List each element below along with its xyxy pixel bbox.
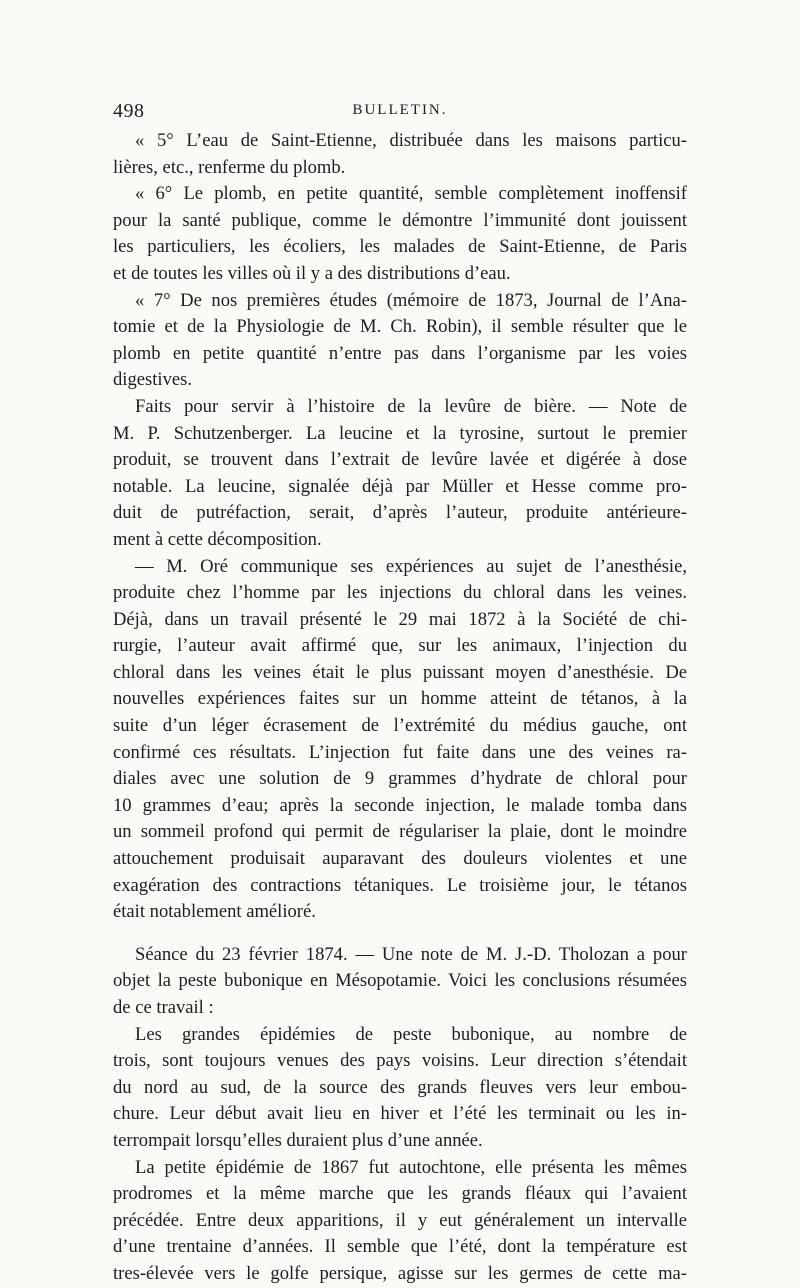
paragraph [113,288,687,394]
text-line: 10 grammes d’eau; après la seconde injection, le malade tomba dans [113,794,687,816]
text-line: les particuliers, les écoliers, les malades de Saint-Etienne, de Paris [113,236,687,258]
paragraph [113,1155,687,1288]
paragraph [113,181,687,287]
text-line: terrompait lorsqu’elles duraient plus d’une année. [113,1129,483,1151]
text-line: notable. La leucine, signalée déjà par Müller et Hesse comme pro- [113,475,687,497]
text-line: ment à cette décomposition. [113,528,322,550]
page-number: 498 [113,100,145,122]
text-line: produit, se trouvent dans l’extrait de levûre lavée et digérée à dose [113,449,687,471]
text-line: pour la santé publique, comme le démontre l’immunité dont jouissent [113,209,687,231]
text-line: du nord au sud, de la source des grands fleuves vers leur embou- [113,1076,687,1098]
text-line: produite chez l’homme par les injections du chloral dans les veines. [113,582,687,604]
text-line: prodromes et la même marche que les grands fléaux qui l’avaient [113,1183,687,1205]
text-line: chloral dans les veines était le plus puissant moyen d’anesthésie. De [113,661,687,683]
text-line: digestives. [113,369,193,391]
text-line: chure. Leur début avait lieu en hiver et l’été les terminait ou les in- [113,1103,687,1125]
text-line: de ce travail : [113,997,214,1018]
paragraph [113,128,687,181]
text-line: « 6° Le plomb, en petite quantité, semble complètement inoffensif [135,183,687,205]
paragraph [113,394,687,554]
running-title: BULLETIN. [352,102,448,118]
text-line: nouvelles expériences faites sur un homme atteint de tétanos, à la [113,688,687,710]
text-line: exagération des contractions tétaniques. Le troisième jour, le tétanos [113,874,687,896]
text-line: précédée. Entre deux apparitions, il y eut généralement un intervalle [113,1209,687,1231]
text-line: Séance du 23 février 1874. — Une note de M. J.-D. Tholozan a pour [135,943,687,965]
text-line: trois, sont toujours venues des pays voisins. Leur direction s’étendait [113,1050,687,1072]
text-line: Faits pour servir à l’histoire de la levûre de bière. — Note de [135,395,687,417]
text-line: suite d’un léger écrasement de l’extrémité du médius gauche, ont [113,715,687,737]
text-line: confirmé ces résultats. L’injection fut faite dans une des veines ra- [113,741,687,763]
paragraph [113,554,687,926]
text-line: d’une trentaine d’années. Il semble que l’été, dont la température est [113,1236,687,1258]
body-text [113,128,687,1288]
text-line: était notablement amélioré. [113,901,316,923]
text-line: lières, etc., renferme du plomb. [113,156,346,178]
text-line: rurgie, l’auteur avait affirmé que, sur les animaux, l’injection du [113,635,687,657]
text-line: M. P. Schutzenberger. La leucine et la tyrosine, surtout le premier [113,422,687,444]
text-line: « 5° L’eau de Saint-Etienne, distribuée dans les maisons particu- [135,130,687,151]
text-line: Les grandes épidémies de peste bubonique, au nombre de [135,1023,687,1045]
text-line: — M. Oré communique ses expériences au sujet de l’anesthésie, [135,555,687,577]
text-line: objet la peste bubonique en Mésopotamie. Voici les conclusions résumées [113,970,687,992]
section-gap [113,926,687,942]
text-line: « 7° De nos premières études (mémoire de 1873, Journal de l’Ana- [135,289,687,311]
text-line: Déjà, dans un travail présenté le 29 mai 1872 à la Société de chi- [113,608,687,630]
paragraph [113,1022,687,1155]
text-line: et de toutes les villes où il y a des distributions d’eau. [113,262,511,284]
text-line: La petite épidémie de 1867 fut autochtone, elle présenta les mêmes [135,1156,687,1178]
paragraph [113,942,687,1022]
text-line: plomb en petite quantité n’entre pas dans l’organisme par les voies [113,342,687,364]
text-line: diales avec une solution de 9 grammes d’hydrate de chloral pour [113,768,687,790]
text-line: un sommeil profond qui permit de régulariser la plaie, dont le moindre [113,821,687,843]
text-line: duit de putréfaction, serait, d’après l’auteur, produite antérieure- [113,502,687,524]
page-header [113,100,687,126]
text-line: attouchement produisait auparavant des douleurs violentes et une [113,848,687,870]
text-line: tomie et de la Physiologie de M. Ch. Robin), il semble résulter que le [113,316,687,338]
text-line: tres-élevée vers le golfe persique, agisse sur les germes de cette ma- [113,1262,687,1284]
